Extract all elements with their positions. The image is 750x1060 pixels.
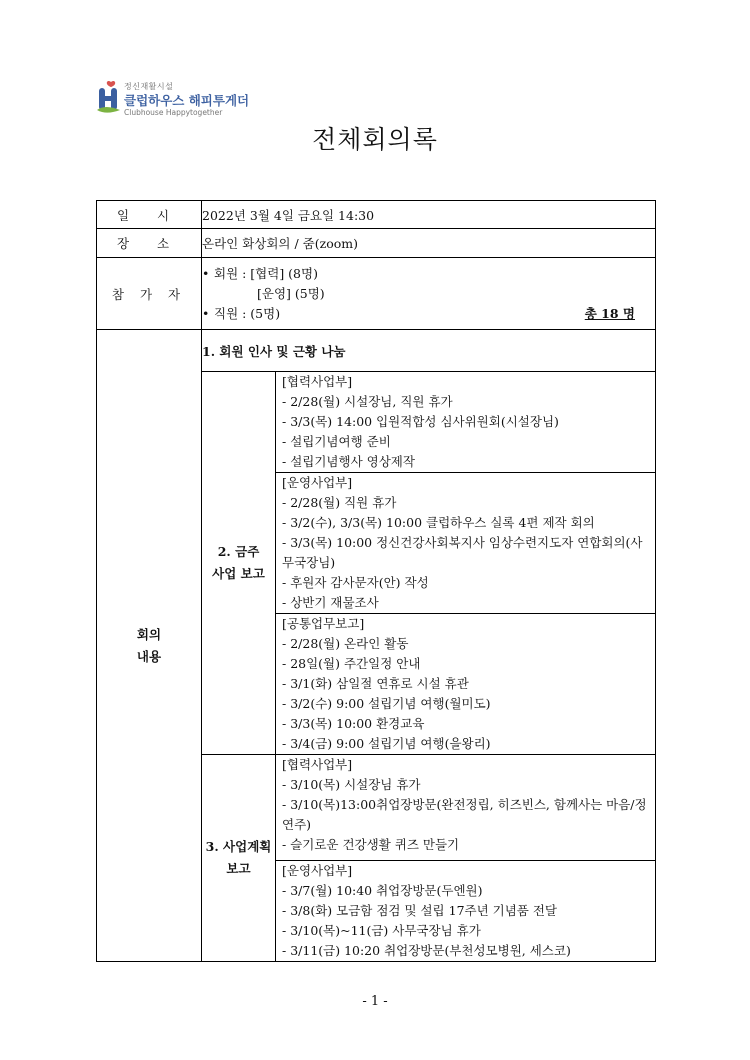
meeting-label-line1: 회의 <box>136 626 162 642</box>
logo-small-text: 정신재활시설 <box>124 82 174 91</box>
section3-label-line1: 3. 사업계획 <box>205 839 272 854</box>
logo-english-text: Clubhouse Happytogether <box>124 108 223 117</box>
attendees-line3: 직원 : (5명) <box>214 305 281 321</box>
group-header: [공통업무보고] <box>282 616 365 631</box>
place-row <box>97 229 656 258</box>
place-label: 장 소 <box>97 229 202 258</box>
logo-h-icon <box>96 80 122 116</box>
section2-group3 <box>276 614 656 755</box>
section2-label <box>202 372 276 755</box>
list-item: - 3/3(목) 10:00 환경교육 <box>282 716 425 731</box>
list-item: - 3/8(화) 모금함 점검 및 설립 17주년 기념품 전달 <box>282 903 557 918</box>
section2-label-line2: 사업 보고 <box>212 566 265 581</box>
list-item: - 3/10(목) 시설장님 휴가 <box>282 777 421 792</box>
section3-group2 <box>276 861 656 962</box>
list-item: - 슬기로운 건강생활 퀴즈 만들기 <box>282 837 460 852</box>
logo-main-text: 클럽하우스 해피투게더 <box>124 93 250 108</box>
bullet-icon: • <box>202 265 210 281</box>
list-item: - 3/10(목)13:00취업장방문(완전정립, 히즈빈스, 함께사는 마음/정연주) <box>282 797 647 832</box>
attendees-cell <box>202 258 656 330</box>
attendees-row <box>97 258 656 330</box>
meeting-content-label <box>97 330 202 962</box>
list-item: - 28일(월) 주간일정 안내 <box>282 656 421 671</box>
date-value: 2022년 3월 4일 금요일 14:30 <box>202 201 656 229</box>
section1-heading: 1. 회원 인사 및 근황 나눔 <box>202 330 656 372</box>
group-header: [운영사업부] <box>282 475 353 490</box>
section3-label <box>202 755 276 962</box>
group-header: [협력사업부] <box>282 757 353 772</box>
group-header: [협력사업부] <box>282 374 353 389</box>
list-item: - 2/28(월) 시설장님, 직원 휴가 <box>282 394 453 409</box>
page-title: 전체회의록 <box>312 125 438 154</box>
date-row <box>97 201 656 229</box>
minutes-table <box>96 200 656 962</box>
list-item: - 후원자 감사문자(안) 작성 <box>282 575 429 590</box>
meeting-label-line2: 내용 <box>136 648 162 664</box>
list-item: - 설립기념행사 영상제작 <box>282 454 415 469</box>
group-header: [운영사업부] <box>282 863 353 878</box>
list-item: - 3/2(수), 3/3(목) 10:00 클럽하우스 실록 4편 제작 회의 <box>282 515 595 530</box>
attendees-line2: [운영] (5명) <box>257 285 325 301</box>
page-number: - 1 - <box>362 994 388 1009</box>
section2-group2 <box>276 473 656 614</box>
attendees-label: 참 가 자 <box>97 258 202 330</box>
list-item: - 3/1(화) 삼일절 연휴로 시설 휴관 <box>282 676 469 691</box>
section1-row <box>97 330 656 372</box>
list-item: - 3/3(목) 10:00 정신건강사회복지사 임상수련지도자 연합회의(사무국장님) <box>282 535 643 570</box>
list-item: - 3/3(목) 14:00 입원적합성 심사위원회(시설장님) <box>282 414 559 429</box>
list-item: - 3/2(수) 9:00 설립기념 여행(월미도) <box>282 696 491 711</box>
list-item: - 설립기념여행 준비 <box>282 434 391 449</box>
list-item: - 상반기 재물조사 <box>282 595 379 610</box>
section2-group1 <box>276 372 656 473</box>
date-label: 일 시 <box>97 201 202 229</box>
list-item: - 3/7(월) 10:40 취업장방문(두엔원) <box>282 883 483 898</box>
list-item: - 3/11(금) 10:20 취업장방문(부천성모병원, 세스코) <box>282 943 571 958</box>
bullet-icon: • <box>202 305 210 321</box>
section3-label-line2: 보고 <box>226 861 251 876</box>
place-value: 온라인 화상회의 / 줌(zoom) <box>202 229 656 258</box>
clubhouse-logo <box>96 80 276 120</box>
list-item: - 3/4(금) 9:00 설립기념 여행(을왕리) <box>282 736 491 751</box>
list-item: - 2/28(월) 직원 휴가 <box>282 495 397 510</box>
attendees-line1: 회원 : [협력] (8명) <box>214 265 318 281</box>
list-item: - 3/10(목)~11(금) 사무국장님 휴가 <box>282 923 481 938</box>
section2-label-line1: 2. 금주 <box>217 544 260 559</box>
list-item: - 2/28(월) 온라인 활동 <box>282 636 409 651</box>
attendees-total: 총 18 명 <box>584 305 635 321</box>
section3-group1 <box>276 755 656 861</box>
